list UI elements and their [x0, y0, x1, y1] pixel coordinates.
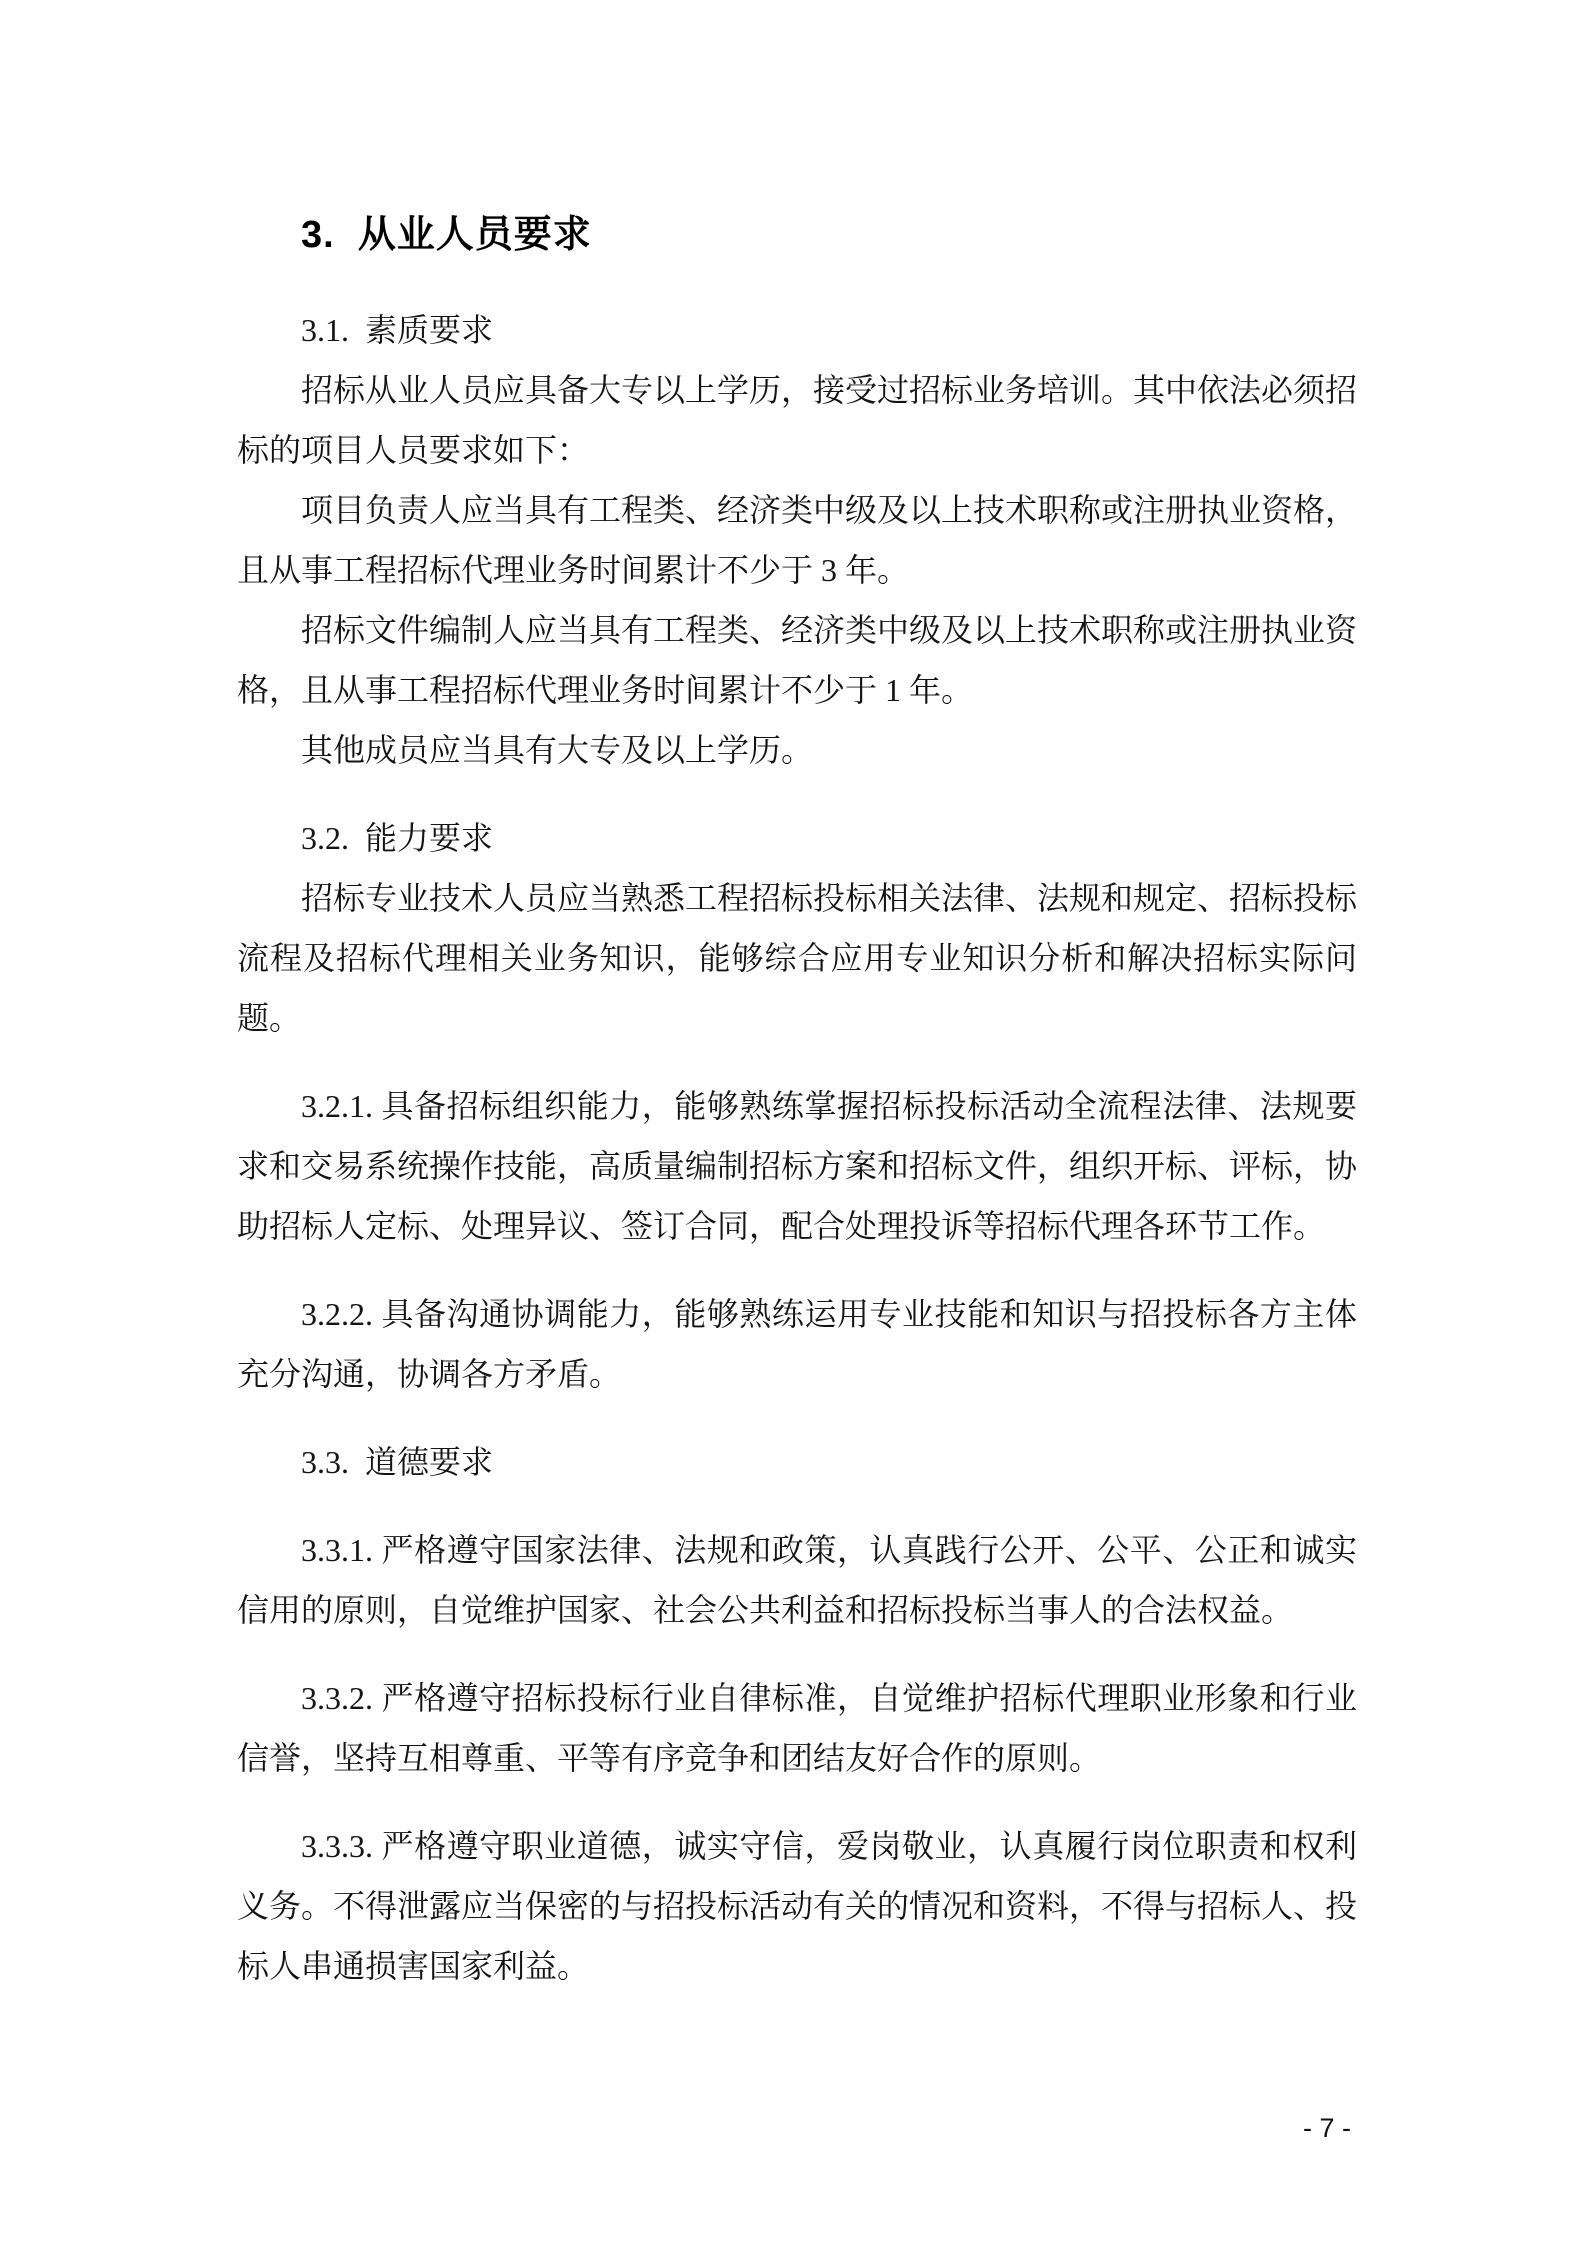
paragraph-3-3-2: 3.3.2. 严格遵守招标投标行业自律标准，自觉维护招标代理职业形象和行业信誉，坚持互相尊重、平等有序竞争和团结友好合作的原则。 [237, 1680, 1357, 1776]
document-title: 3. 从业人员要求 [301, 214, 592, 256]
paragraph-3-1-doc-writer: 招标文件编制人应当具有工程类、经济类中级及以上技术职称或注册执业资格，且从事工程招标代理业务时间累计不少于 1 年。 [237, 612, 1358, 708]
heading-3-1: 3.1. 素质要求 [301, 312, 494, 348]
document-content [237, 200, 1357, 1996]
paragraph-3-2-1: 3.2.1. 具备招标组织能力，能够熟练掌握招标投标活动全流程法律、法规要求和交易系统操作技能，高质量编制招标方案和招标文件，组织开标、评标，协助招标人定标、处理异议、签订合同，配合处理投诉等招标代理各环节工作。 [237, 1088, 1358, 1244]
section-ability-requirements [237, 808, 1357, 1404]
paragraph-3-2-intro: 招标专业技术人员应当熟悉工程招标投标相关法律、法规和规定、招标投标流程及招标代理相关业务知识，能够综合应用专业知识分析和解决招标实际问题。 [237, 880, 1358, 1036]
heading-3-3: 3.3. 道德要求 [301, 1444, 494, 1480]
paragraph-3-1-other-members: 其他成员应当具有大专及以上学历。 [301, 732, 814, 768]
heading-3-2: 3.2. 能力要求 [301, 820, 494, 856]
section-quality-requirements [237, 300, 1357, 780]
paragraph-3-2-2: 3.2.2. 具备沟通协调能力，能够熟练运用专业技能和知识与招投标各方主体充分沟通，协调各方矛盾。 [237, 1296, 1357, 1392]
paragraph-3-3-1: 3.3.1. 严格遵守国家法律、法规和政策，认真践行公开、公平、公正和诚实信用的原则，自觉维护国家、社会公共利益和招标投标当事人的合法权益。 [237, 1532, 1357, 1628]
paragraph-3-3-3: 3.3.3. 严格遵守职业道德，诚实守信，爱岗敬业，认真履行岗位职责和权利义务。不得泄露应当保密的与招投标活动有关的情况和资料，不得与招标人、投标人串通损害国家利益。 [237, 1828, 1358, 1984]
page-number: - 7 - [1303, 2113, 1352, 2143]
paragraph-3-1-project-lead: 项目负责人应当具有工程类、经济类中级及以上技术职称或注册执业资格，且从事工程招标代理业务时间累计不少于 3 年。 [237, 492, 1358, 588]
paragraph-3-1-intro: 招标从业人员应具备大专以上学历，接受过招标业务培训。其中依法必须招标的项目人员要求如下： [237, 372, 1358, 468]
section-ethics-requirements [237, 1432, 1357, 1996]
